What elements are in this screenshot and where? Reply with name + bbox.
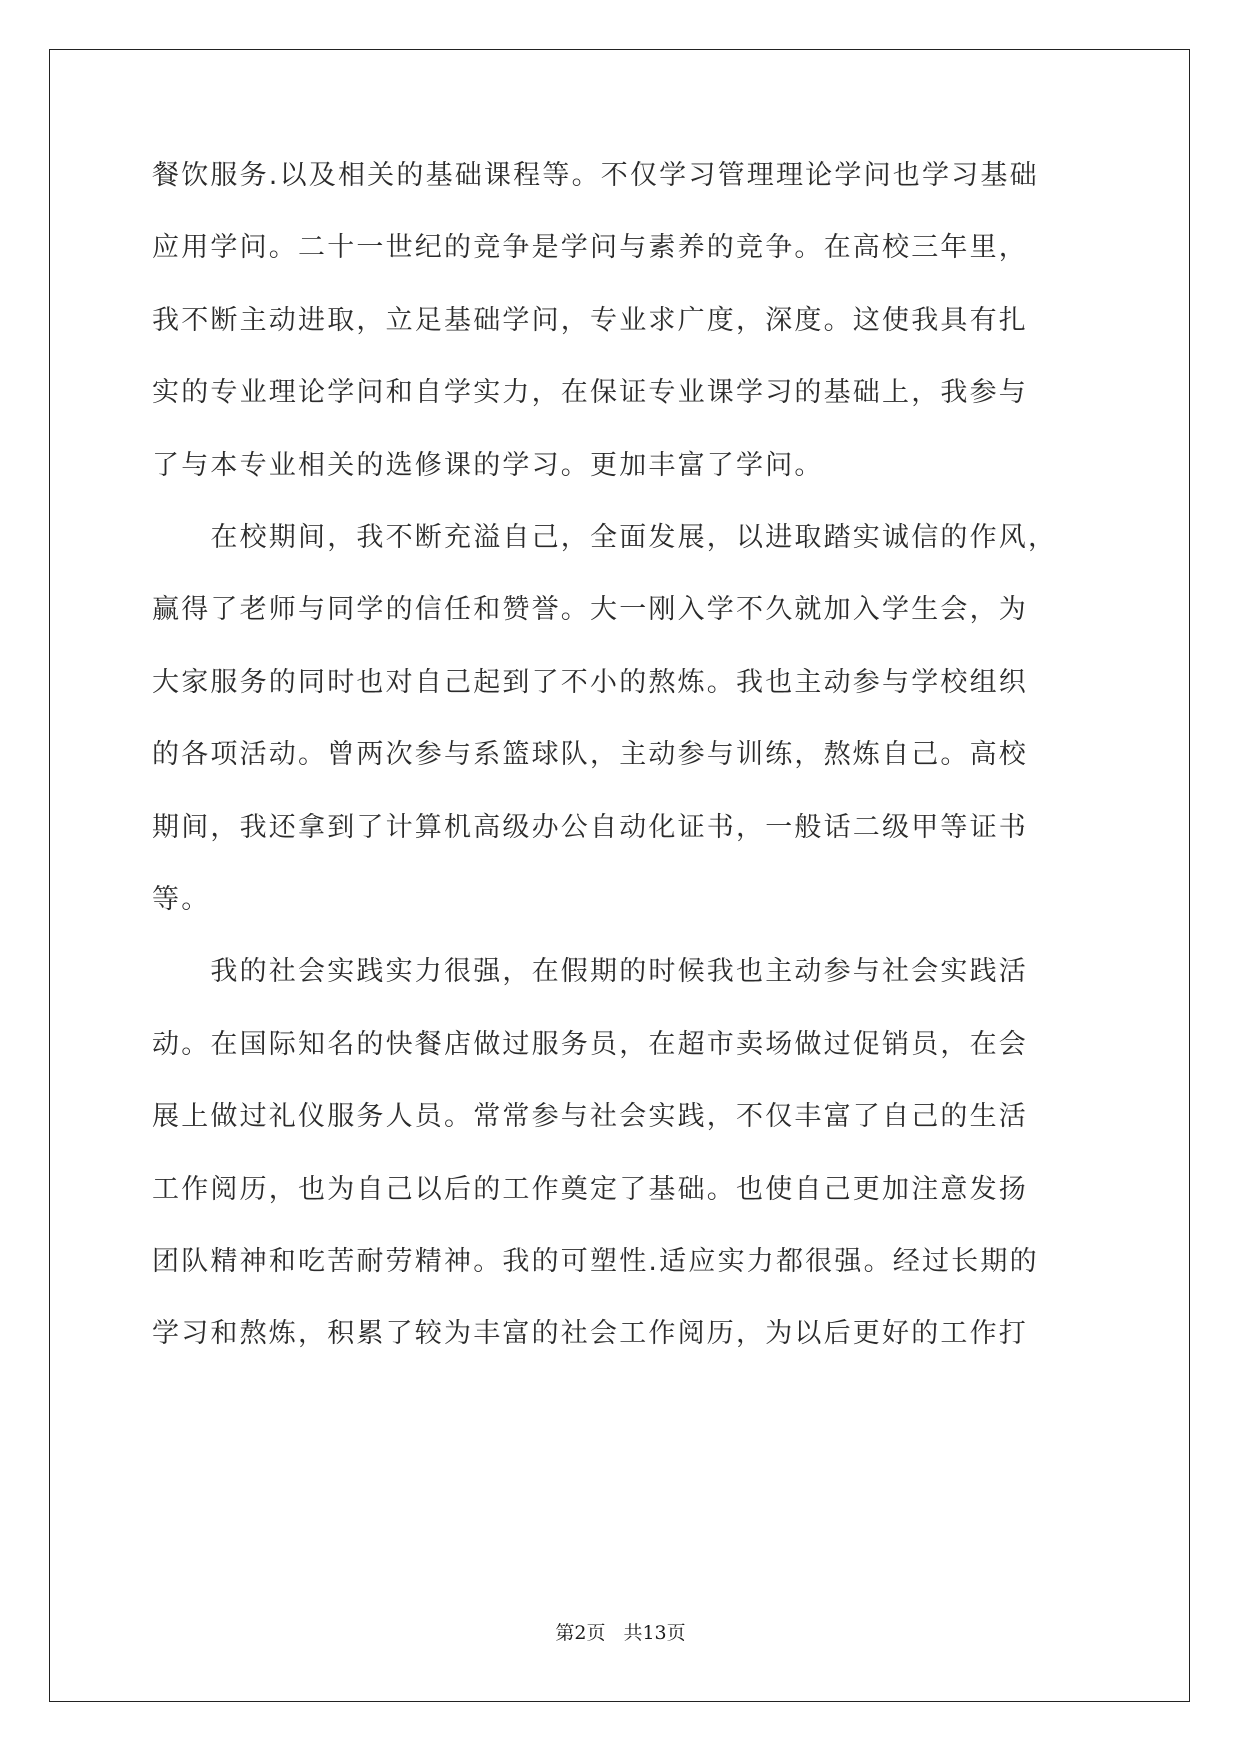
text-line: 大家服务的同时也对自己起到了不小的熬炼。我也主动参与学校组织 (152, 667, 1028, 698)
text-line: 期间，我还拿到了计算机高级办公自动化证书，一般话二级甲等证书 (152, 812, 1028, 843)
text-line: 学习和熬炼，积累了较为丰富的社会工作阅历，为以后更好的工作打 (152, 1318, 1028, 1349)
page-border (49, 49, 1190, 1702)
text-line: 展上做过礼仪服务人员。常常参与社会实践，不仅丰富了自己的生活 (152, 1101, 1028, 1132)
text-line: 应用学问。二十一世纪的竞争是学问与素养的竞争。在高校三年里， (152, 232, 1028, 263)
page-total: 共13页 (623, 1622, 686, 1644)
text-line: 我的社会实践实力很强，在假期的时候我也主动参与社会实践活 (152, 956, 1028, 987)
text-line: 餐饮服务.以及相关的基础课程等。不仅学习管理理论学问也学习基础 (152, 160, 1039, 191)
text-line: 动。在国际知名的快餐店做过服务员，在超市卖场做过促销员，在会 (152, 1029, 1028, 1060)
text-line: 赢得了老师与同学的信任和赞誉。大一刚入学不久就加入学生会，为 (152, 594, 1028, 625)
text-line: 我不断主动进取，立足基础学问，专业求广度，深度。这使我具有扎 (152, 305, 1028, 336)
text-line: 工作阅历，也为自己以后的工作奠定了基础。也使自己更加注意发扬 (152, 1174, 1028, 1205)
text-line: 团队精神和吃苦耐劳精神。我的可塑性.适应实力都很强。经过长期的 (152, 1246, 1039, 1277)
page-footer (0, 1618, 1241, 1645)
text-line: 的各项活动。曾两次参与系篮球队，主动参与训练，熬炼自己。高校 (152, 739, 1028, 770)
text-line: 实的专业理论学问和自学实力，在保证专业课学习的基础上，我参与 (152, 377, 1028, 408)
text-line: 在校期间，我不断充溢自己，全面发展，以进取踏实诚信的作风， (152, 522, 1058, 553)
text-line: 了与本专业相关的选修课的学习。更加丰富了学问。 (152, 450, 824, 481)
page-number: 第2页 (555, 1622, 606, 1644)
text-line: 等。 (152, 884, 211, 915)
